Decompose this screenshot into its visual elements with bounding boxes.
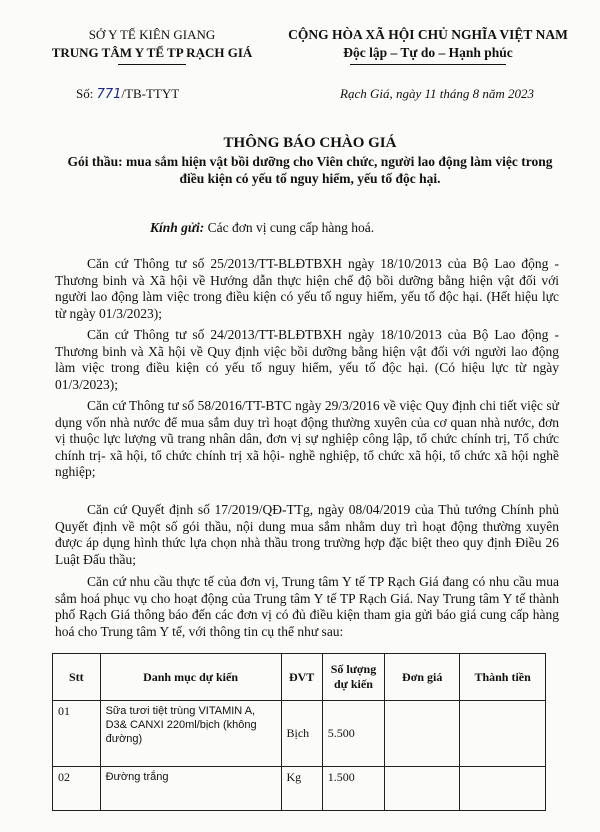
- paragraph-1: Căn cứ Thông tư số 25/2013/TT-BLĐTBXH ngày 18/10/2013 của Bộ Lao động - Thương binh và Xã hội về Hướng dẫn thực hiện chế độ bồi dưỡng bằng hiện vật đối với người lao động làm việc trong điều kiện có yếu tố nguy hiểm, yếu tố độc hại. (Hết hiệu lực từ ngày 01/3/2023);: [55, 256, 559, 321]
- row-total: [460, 701, 546, 767]
- header-unit-price: Đơn giá: [385, 654, 460, 701]
- table-header-row: [53, 654, 546, 701]
- issuer-block: [46, 26, 258, 62]
- recipient-line: [150, 220, 374, 236]
- doc-number-suffix: /TB-TTYT: [121, 86, 180, 101]
- row-total: [460, 767, 546, 811]
- row-stt: 01: [53, 701, 101, 767]
- paragraph-2: Căn cứ Thông tư số 24/2013/TT-BLĐTBXH ngày 18/10/2013 của Bộ Lao động - Thương binh và Xã hội về Quy định việc bồi dưỡng bằng hiện vật đối với người lao động làm việc trong điều kiện có yếu tố nguy hiểm, yếu tố độc hại. (Có hiệu lực từ ngày 01/3/2023);: [55, 327, 559, 392]
- package-description: Gói thầu: mua sắm hiện vật bồi dưỡng cho Viên chức, người lao động làm việc trong điều kiện có yếu tố nguy hiểm, yếu tố độc hại.: [67, 154, 553, 186]
- national-title: CỘNG HÒA XÃ HỘI CHỦ NGHĨA VIỆT NAM: [288, 27, 568, 42]
- header-unit: ĐVT: [281, 654, 322, 701]
- items-table: [52, 653, 546, 811]
- recipient-text: Các đơn vị cung cấp hàng hoá.: [207, 220, 375, 235]
- document-title: THÔNG BÁO CHÀO GIÁ: [223, 135, 397, 151]
- row-stt: 02: [53, 767, 101, 811]
- row-item-name: Đường trắng: [100, 767, 281, 811]
- paragraph-5: Căn cứ nhu cầu thực tế của đơn vị, Trung tâm Y tế TP Rạch Giá đang có nhu cầu mua sắm hoá phục vụ cho hoạt động của Trung tâm Y tế TP Rạch Giá. Nay Trung tâm Y tế thành phố Rạch Giá thông báo đến các đơn vị có đủ điều kiện tham gia gửi báo giá cung cấp hàng hoá cho Trung tâm Y tế, với thông tin cụ thể như sau:: [55, 574, 559, 639]
- doc-number-handwritten: 771: [96, 87, 122, 102]
- paragraph-3: Căn cứ Thông tư số 58/2016/TT-BTC ngày 29/3/2016 về việc Quy định chi tiết việc sử dụng vốn nhà nước để mua sắm duy trì hoạt động thường xuyên của cơ quan nhà nước, đơn vị thuộc lực lượng vũ trang nhân dân, đơn vị sự nghiệp công lập, tổ chức chính trị, Tổ chức chính trị- xã hội, tổ chức chính trị xã hội- nghề nghiệp, tổ chức xã hội, tổ chức xã hội nghề nghiệp;: [55, 398, 559, 479]
- doc-number-prefix: Số:: [76, 86, 97, 101]
- row-unit-price: [385, 767, 460, 811]
- table-row: [53, 767, 546, 811]
- row-unit: Kg: [281, 767, 322, 811]
- national-motto-block: [278, 26, 578, 62]
- issuer-underline: [118, 64, 186, 65]
- national-motto: Độc lập – Tự do – Hạnh phúc: [343, 45, 513, 60]
- row-quantity: 1.500: [322, 767, 384, 811]
- document-date: Rạch Giá, ngày 11 tháng 8 năm 2023: [340, 86, 535, 101]
- issuer-department: SỞ Y TẾ KIÊN GIANG: [88, 27, 216, 42]
- paragraph-4: Căn cứ Quyết định số 17/2019/QĐ-TTg, ngày 08/04/2019 của Thủ tướng Chính phủ Quyết định về một số gói thầu, nội dung mua sắm nhằm duy trì hoạt động thường xuyên được áp dụng hình thức lựa chọn nhà thầu trong trường hợp đặc biệt theo quy định Điều 26 Luật Đấu thầu;: [55, 502, 559, 567]
- row-quantity: 5.500: [322, 701, 384, 767]
- header-total: Thành tiền: [460, 654, 546, 701]
- header-stt: Stt: [53, 654, 101, 701]
- motto-underline: [350, 64, 506, 65]
- header-item: Danh mục dự kiến: [100, 654, 281, 701]
- row-unit: Bịch: [281, 701, 322, 767]
- document-number: [76, 86, 179, 102]
- row-item-name: Sữa tươi tiệt trùng VITAMIN A, D3& CANXI 220ml/bịch (không đường): [100, 701, 281, 767]
- issuer-center: TRUNG TÂM Y TẾ TP RẠCH GIÁ: [51, 45, 253, 60]
- header-quantity: Số lượng dự kiến: [322, 654, 384, 701]
- row-unit-price: [385, 701, 460, 767]
- table-row: [53, 701, 546, 767]
- recipient-label: Kính gửi:: [150, 220, 205, 235]
